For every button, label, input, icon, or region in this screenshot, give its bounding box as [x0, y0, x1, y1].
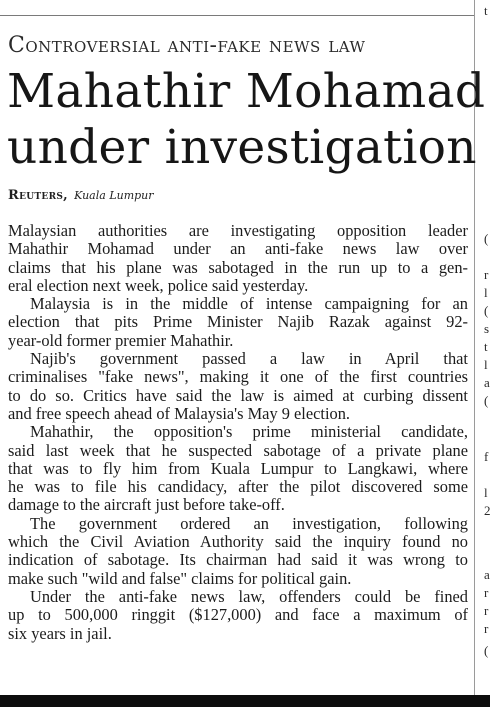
adjacent-column-fragment: f [484, 449, 489, 464]
body-line: he was to file his candidacy, after the pilot discovered some [8, 477, 468, 497]
headline-line: under investigation [7, 120, 477, 175]
headline [7, 64, 486, 176]
adjacent-column-fragment: t [484, 339, 488, 354]
body-line: six years in jail. [8, 623, 112, 643]
adjacent-column-fragment: l [484, 285, 488, 300]
adjacent-column-fragment: r [484, 603, 489, 618]
adjacent-column-fragment: a [484, 375, 490, 390]
adjacent-column-fragment: ( [484, 393, 489, 408]
body-line: said last week that he suspected sabotage of a private plane [8, 440, 468, 460]
adjacent-column-fragment: r [484, 621, 489, 636]
adjacent-column-fragment: r [484, 267, 489, 282]
body-line: election that pits Prime Minister Najib Razak against 92- [8, 312, 468, 332]
body-line: Mahathir, the opposition's prime ministerial candidate, [30, 422, 468, 442]
adjacent-column-fragment: l [484, 357, 488, 372]
byline [8, 188, 154, 203]
adjacent-column-fragment: l [484, 485, 488, 500]
body-line: The government ordered an investigation, following [30, 513, 468, 533]
top-rule [0, 15, 474, 16]
body-line: and free speech ahead of Malaysia's May 9 election. [8, 403, 351, 423]
byline-agency: Reuters, [8, 188, 68, 203]
byline-place: Kuala Lumpur [74, 189, 154, 202]
body-line: indication of sabotage. Its chairman had said it was wrong to [8, 550, 468, 570]
body-line: criminalises "fake news", making it one of the first countries [8, 367, 468, 387]
body-line: Mahathir Mohamad under an anti-fake news law over [8, 239, 468, 259]
bottom-edge [0, 695, 490, 707]
adjacent-column-fragment: ( [484, 643, 489, 658]
headline-line: Mahathir Mohamad [7, 64, 486, 119]
body-line: that was to fly him from Kuala Lumpur to Langkawi, where [8, 458, 468, 478]
adjacent-column-fragment: r [484, 585, 489, 600]
adjacent-column-fragment: a [484, 567, 490, 582]
body-line: Malaysian authorities are investigating opposition leader [8, 221, 468, 240]
article-body [8, 222, 468, 643]
body-line: to do so. Critics have said the law is aimed at curbing dissent [8, 385, 468, 405]
body-line: Najib's government passed a law in April that [30, 349, 468, 369]
adjacent-column-fragment: ( [484, 303, 489, 318]
adjacent-column-fragment: t [484, 3, 488, 18]
adjacent-column-fragment: s [484, 321, 490, 336]
body-line: make such "wild and false" claims for political gain. [8, 568, 352, 588]
body-line: up to 500,000 ringgit ($127,000) and face a maximum of [8, 605, 468, 625]
adjacent-column-fragment: ( [484, 231, 489, 246]
adjacent-column-fragment: 2 [484, 503, 490, 518]
body-line: year-old former premier Mahathir. [8, 330, 234, 350]
body-line: which the Civil Aviation Authority said the inquiry found no [8, 532, 468, 552]
kicker: Controversial anti-fake news law [8, 33, 366, 58]
body-line: claims that his plane was sabotaged in the run up to a gen- [8, 257, 468, 277]
body-line: damage to the aircraft just before take-off. [8, 495, 285, 515]
body-line: eral election next week, police said yesterday. [8, 275, 309, 295]
body-line: Malaysia is in the middle of intense campaigning for an [30, 294, 468, 314]
body-line: Under the anti-fake news law, offenders could be fined [30, 586, 468, 606]
